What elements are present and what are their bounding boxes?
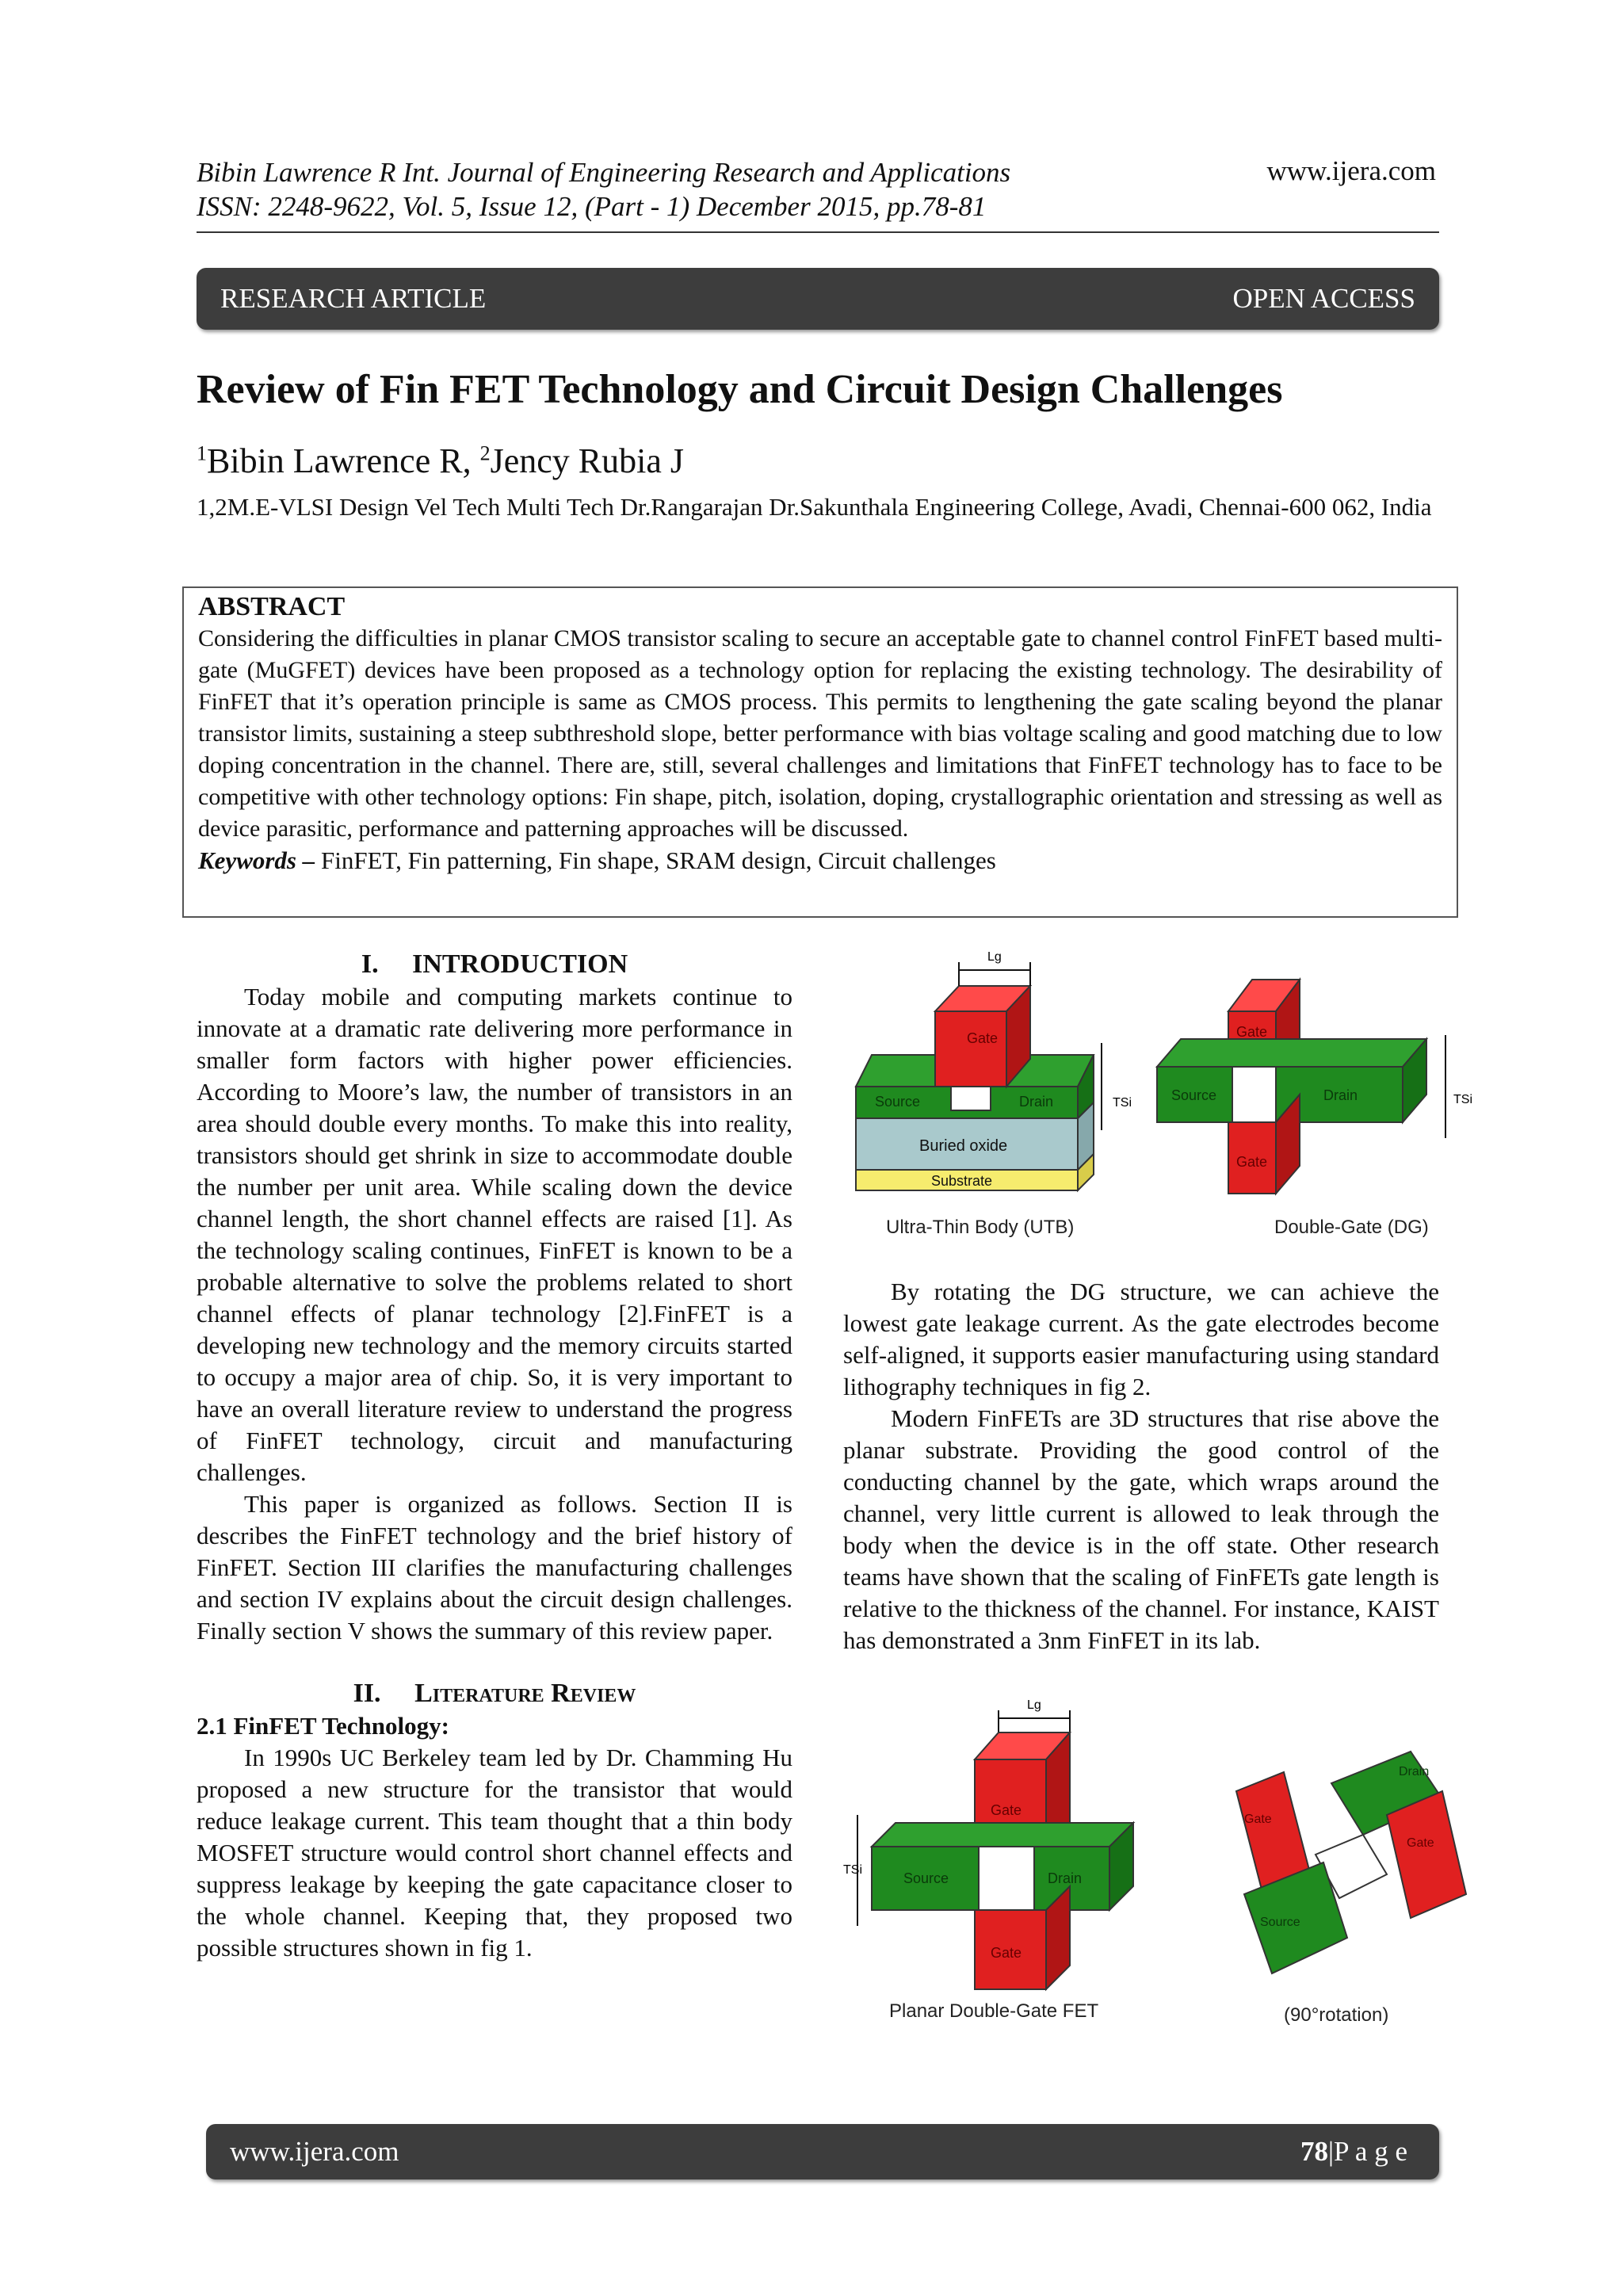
abstract-box <box>182 586 1458 918</box>
dg-drain-label: Drain <box>1323 1087 1358 1103</box>
section-1-title: INTRODUCTION <box>412 949 628 979</box>
intro-paragraph-2: This paper is organized as follows. Section II is describes the FinFET technology and the brief history of FinFET. Section III clarifies the manufacturing challenges and section IV explains about the circuit design challenges. Finally section V shows the summary of this review paper. <box>197 1490 792 1645</box>
dg-gate-bottom-label: Gate <box>1236 1154 1268 1170</box>
fig2-lg-label: Lg <box>1027 1698 1041 1712</box>
dg-tsi-label: TSi <box>1453 1093 1472 1106</box>
utb-gate-label: Gate <box>967 1030 999 1046</box>
section-2-heading <box>197 1677 792 1710</box>
literature-paragraph-1: In 1990s UC Berkeley team led by Dr. Chamming Hu proposed a new structure for the transistor that would reduce leakage current. This team thought that a thin body MOSFET structure would control short channel effects and suppress leakage by keeping the gate capacitance closer to the whole channel. Keeping that, they proposed two possible structures shown in fig 1. <box>197 1744 792 1962</box>
article-type-band <box>197 268 1439 330</box>
fig2-gate-top-label: Gate <box>991 1802 1022 1818</box>
right-column <box>843 1276 1439 1656</box>
section-1-heading <box>197 948 792 981</box>
utb-oxide-label: Buried oxide <box>919 1137 1008 1155</box>
author-1-name: Bibin Lawrence R, <box>207 441 480 480</box>
keywords-line <box>198 845 1442 877</box>
header-website[interactable]: www.ijera.com <box>1266 155 1436 186</box>
author-2-name: Jency Rubia J <box>490 441 684 480</box>
journal-line-2: ISSN: 2248-9622, Vol. 5, Issue 12, (Part - 1) December 2015, pp.78-81 <box>197 191 987 222</box>
intro-paragraph-1: Today mobile and computing markets continue to innovate at a dramatic rate delivering more performance in smaller form factors with higher power efficiencies. According to Moore’s law, the number of transistors in an area should double every months. To make this into reality, transistors should get shrink in size to accommodate double the number per unit area. While scaling down the device channel length, the short channel effects are raised [1]. As the technology scaling continues, FinFET is known to be a probable alternative to solve the problems related to short channel effects of planar technology [2].FinFET is a developing new technology and the memory circuits started to occupy a major area of chip. So, it is very important to have an overall literature review to understand the progress of FinFET technology, circuit and manufacturing challenges. <box>197 983 792 1486</box>
fig2-rot-gate-right-label: Gate <box>1407 1836 1434 1850</box>
author-line <box>197 441 684 481</box>
dg-source-label: Source <box>1171 1087 1217 1103</box>
utb-lg-label: Lg <box>987 950 1002 964</box>
journal-citation <box>197 155 1010 223</box>
utb-caption: Ultra-Thin Body (UTB) <box>886 1217 1075 1238</box>
section-2-title: Literature Review <box>414 1679 636 1708</box>
fig2-rot-gate-left-label: Gate <box>1244 1813 1272 1826</box>
fig2-tsi-label: TSi <box>843 1863 862 1877</box>
fig2-left-caption: Planar Double-Gate FET <box>889 2000 1099 2022</box>
dg-gate-top-label: Gate <box>1236 1024 1268 1040</box>
dg-caption: Double-Gate (DG) <box>1274 1217 1429 1238</box>
research-article-label: RESEARCH ARTICLE <box>220 283 487 314</box>
utb-substrate-label: Substrate <box>931 1173 993 1189</box>
author-2-superscript: 2 <box>479 441 491 465</box>
rotated-dg-structure <box>1236 1752 1466 1973</box>
keywords-label: Keywords – <box>198 846 315 874</box>
right-paragraph-2: Modern FinFETs are 3D structures that rise above the planar substrate. Providing the good control of the conducting channel by the gate, which wraps around the channel, very little current is allowed to leak through the body when the device is in the off state. Other research teams have shown that the scaling of FinFETs gate length is relative to the thickness of the channel. For instance, KAIST has demonstrated a 3nm FinFET in its lab. <box>843 1404 1439 1654</box>
fig2-rot-source-label: Source <box>1260 1916 1300 1929</box>
section-1-number: I. <box>361 949 379 979</box>
left-column <box>197 948 792 1964</box>
affiliation: 1,2M.E-VLSI Design Vel Tech Multi Tech Dr.Rangarajan Dr.Sakunthala Engineering College, Avadi, Chennai-600 062, India <box>197 493 1432 521</box>
utb-source-label: Source <box>875 1094 921 1110</box>
abstract-heading: ABSTRACT <box>198 592 346 621</box>
fig2-rot-drain-label: Drain <box>1399 1765 1430 1778</box>
planar-dg-structure <box>843 1698 1133 1989</box>
fig2-drain-label: Drain <box>1048 1870 1083 1886</box>
journal-line-1: Bibin Lawrence R Int. Journal of Engineering Research and Applications <box>197 157 1011 188</box>
subsection-2-1-heading: 2.1 FinFET Technology: <box>197 1712 449 1740</box>
fig2-source-label: Source <box>903 1870 949 1886</box>
section-2-number: II. <box>353 1679 381 1708</box>
figure-2-planar-dg-fet <box>840 1696 1474 2045</box>
utb-drain-label: Drain <box>1019 1094 1054 1110</box>
footer-page-number-group <box>1300 2136 1407 2168</box>
footer-website[interactable]: www.ijera.com <box>230 2136 399 2167</box>
header-divider <box>197 231 1439 233</box>
abstract-text: Considering the difficulties in planar CMOS transistor scaling to secure an acceptable gate to channel control FinFET based multi-gate (MuGFET) devices have been proposed as a technology option for replacing the existing technology. The desirability of FinFET that it’s operation principle is same as CMOS process. This permits to lengthening the gate scaling beyond the planar transistor limits, sustaining a steep subthreshold slope, better performance with bias voltage scaling and good matching due to low doping concentration in the channel. There are, still, several challenges and limitations that FinFET technology has to face to be competitive with other technology options: Fin shape, pitch, isolation, doping, crystallographic orientation and stressing as well as device parasitic, performance and patterning approaches will be discussed. <box>198 625 1442 842</box>
utb-tsi-label: TSi <box>1113 1096 1132 1110</box>
utb-structure <box>856 950 1132 1190</box>
keywords-list: FinFET, Fin patterning, Fin shape, SRAM design, Circuit challenges <box>315 846 996 874</box>
paper-title: Review of Fin FET Technology and Circuit Design Challenges <box>197 367 1283 412</box>
footer-page-number: 78 <box>1300 2136 1328 2167</box>
fig2-right-caption: (90°rotation) <box>1284 2004 1389 2026</box>
footer-band <box>206 2124 1439 2179</box>
footer-page-word: |P a g e <box>1328 2136 1407 2167</box>
fig2-gate-bottom-label: Gate <box>991 1945 1022 1961</box>
right-paragraph-1: By rotating the DG structure, we can achieve the lowest gate leakage current. As the gate electrodes become self-aligned, it supports easier manufacturing using standard lithography techniques in fig 2. <box>843 1278 1439 1400</box>
dg-structure <box>1157 980 1472 1194</box>
open-access-label: OPEN ACCESS <box>1232 283 1415 314</box>
author-1-superscript: 1 <box>197 441 207 465</box>
figure-1-utb-dg <box>840 948 1474 1249</box>
